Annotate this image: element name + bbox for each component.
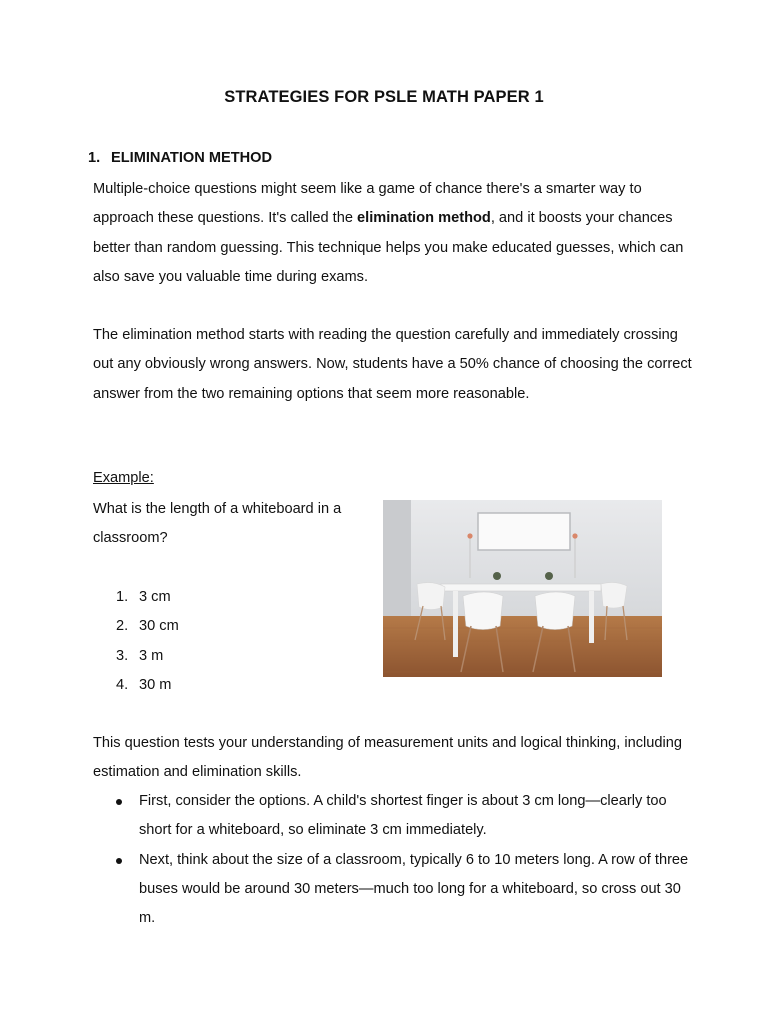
classroom-photo bbox=[383, 500, 662, 677]
paragraph-analysis: This question tests your understanding of measurement units and logical thinking, including estimation and elimination skills. bbox=[93, 735, 682, 781]
option-number: 3. bbox=[116, 647, 129, 664]
bullet-item bbox=[116, 787, 696, 846]
answer-option bbox=[116, 583, 179, 612]
bullet-text: First, consider the options. A child's shortest finger is about 3 cm long—clearly too short for a whiteboard, so eliminate 3 cm immediately. bbox=[139, 793, 667, 839]
bullet-item bbox=[116, 846, 696, 934]
bullet-text: Next, think about the size of a classroom, typically 6 to 10 meters long. A row of three buses would be around 30 meters—much too long for a whiteboard, so cross out 30 m. bbox=[139, 851, 689, 927]
bullet-list bbox=[116, 787, 696, 933]
option-text: 3 cm bbox=[139, 589, 171, 605]
answer-option bbox=[116, 612, 179, 641]
document-title: STRATEGIES FOR PSLE MATH PAPER 1 bbox=[224, 88, 544, 106]
paragraph-intro-text-start: Multiple-choice questions might seem like a game of chance there's a smarter way to approach these questions. It's called the bbox=[93, 181, 642, 227]
option-text: 3 m bbox=[139, 647, 164, 664]
bullet-dot-icon bbox=[116, 858, 122, 864]
paragraph-intro-text-end: , and it boosts your chances better than random guessing. This technique helps you make educated guesses, which can also save you valuable time during exams. bbox=[93, 210, 684, 285]
option-number: 2. bbox=[116, 618, 129, 635]
paragraph-method: The elimination method starts with reading the question carefully and immediately crossing out any obviously wrong answers. Now, students have a 50% chance of choosing the correct answer from the two remaining options that seem more reasonable. bbox=[93, 327, 692, 402]
option-number: 1. bbox=[116, 589, 129, 605]
paragraph-intro-bold-term: elimination method bbox=[357, 210, 491, 227]
section-heading-text: ELIMINATION METHOD bbox=[111, 150, 273, 166]
answer-option bbox=[116, 642, 179, 671]
example-question: What is the length of a whiteboard in a classroom? bbox=[93, 501, 342, 547]
paragraph-intro bbox=[93, 175, 693, 292]
answer-option bbox=[116, 671, 179, 700]
bullet-dot-icon bbox=[116, 799, 122, 805]
option-text: 30 m bbox=[139, 676, 172, 693]
answer-options bbox=[116, 583, 179, 700]
section-number: 1. bbox=[88, 150, 101, 166]
option-text: 30 cm bbox=[139, 618, 179, 635]
example-label: Example: bbox=[93, 470, 154, 486]
option-number: 4. bbox=[116, 676, 129, 693]
section-heading bbox=[88, 150, 272, 166]
